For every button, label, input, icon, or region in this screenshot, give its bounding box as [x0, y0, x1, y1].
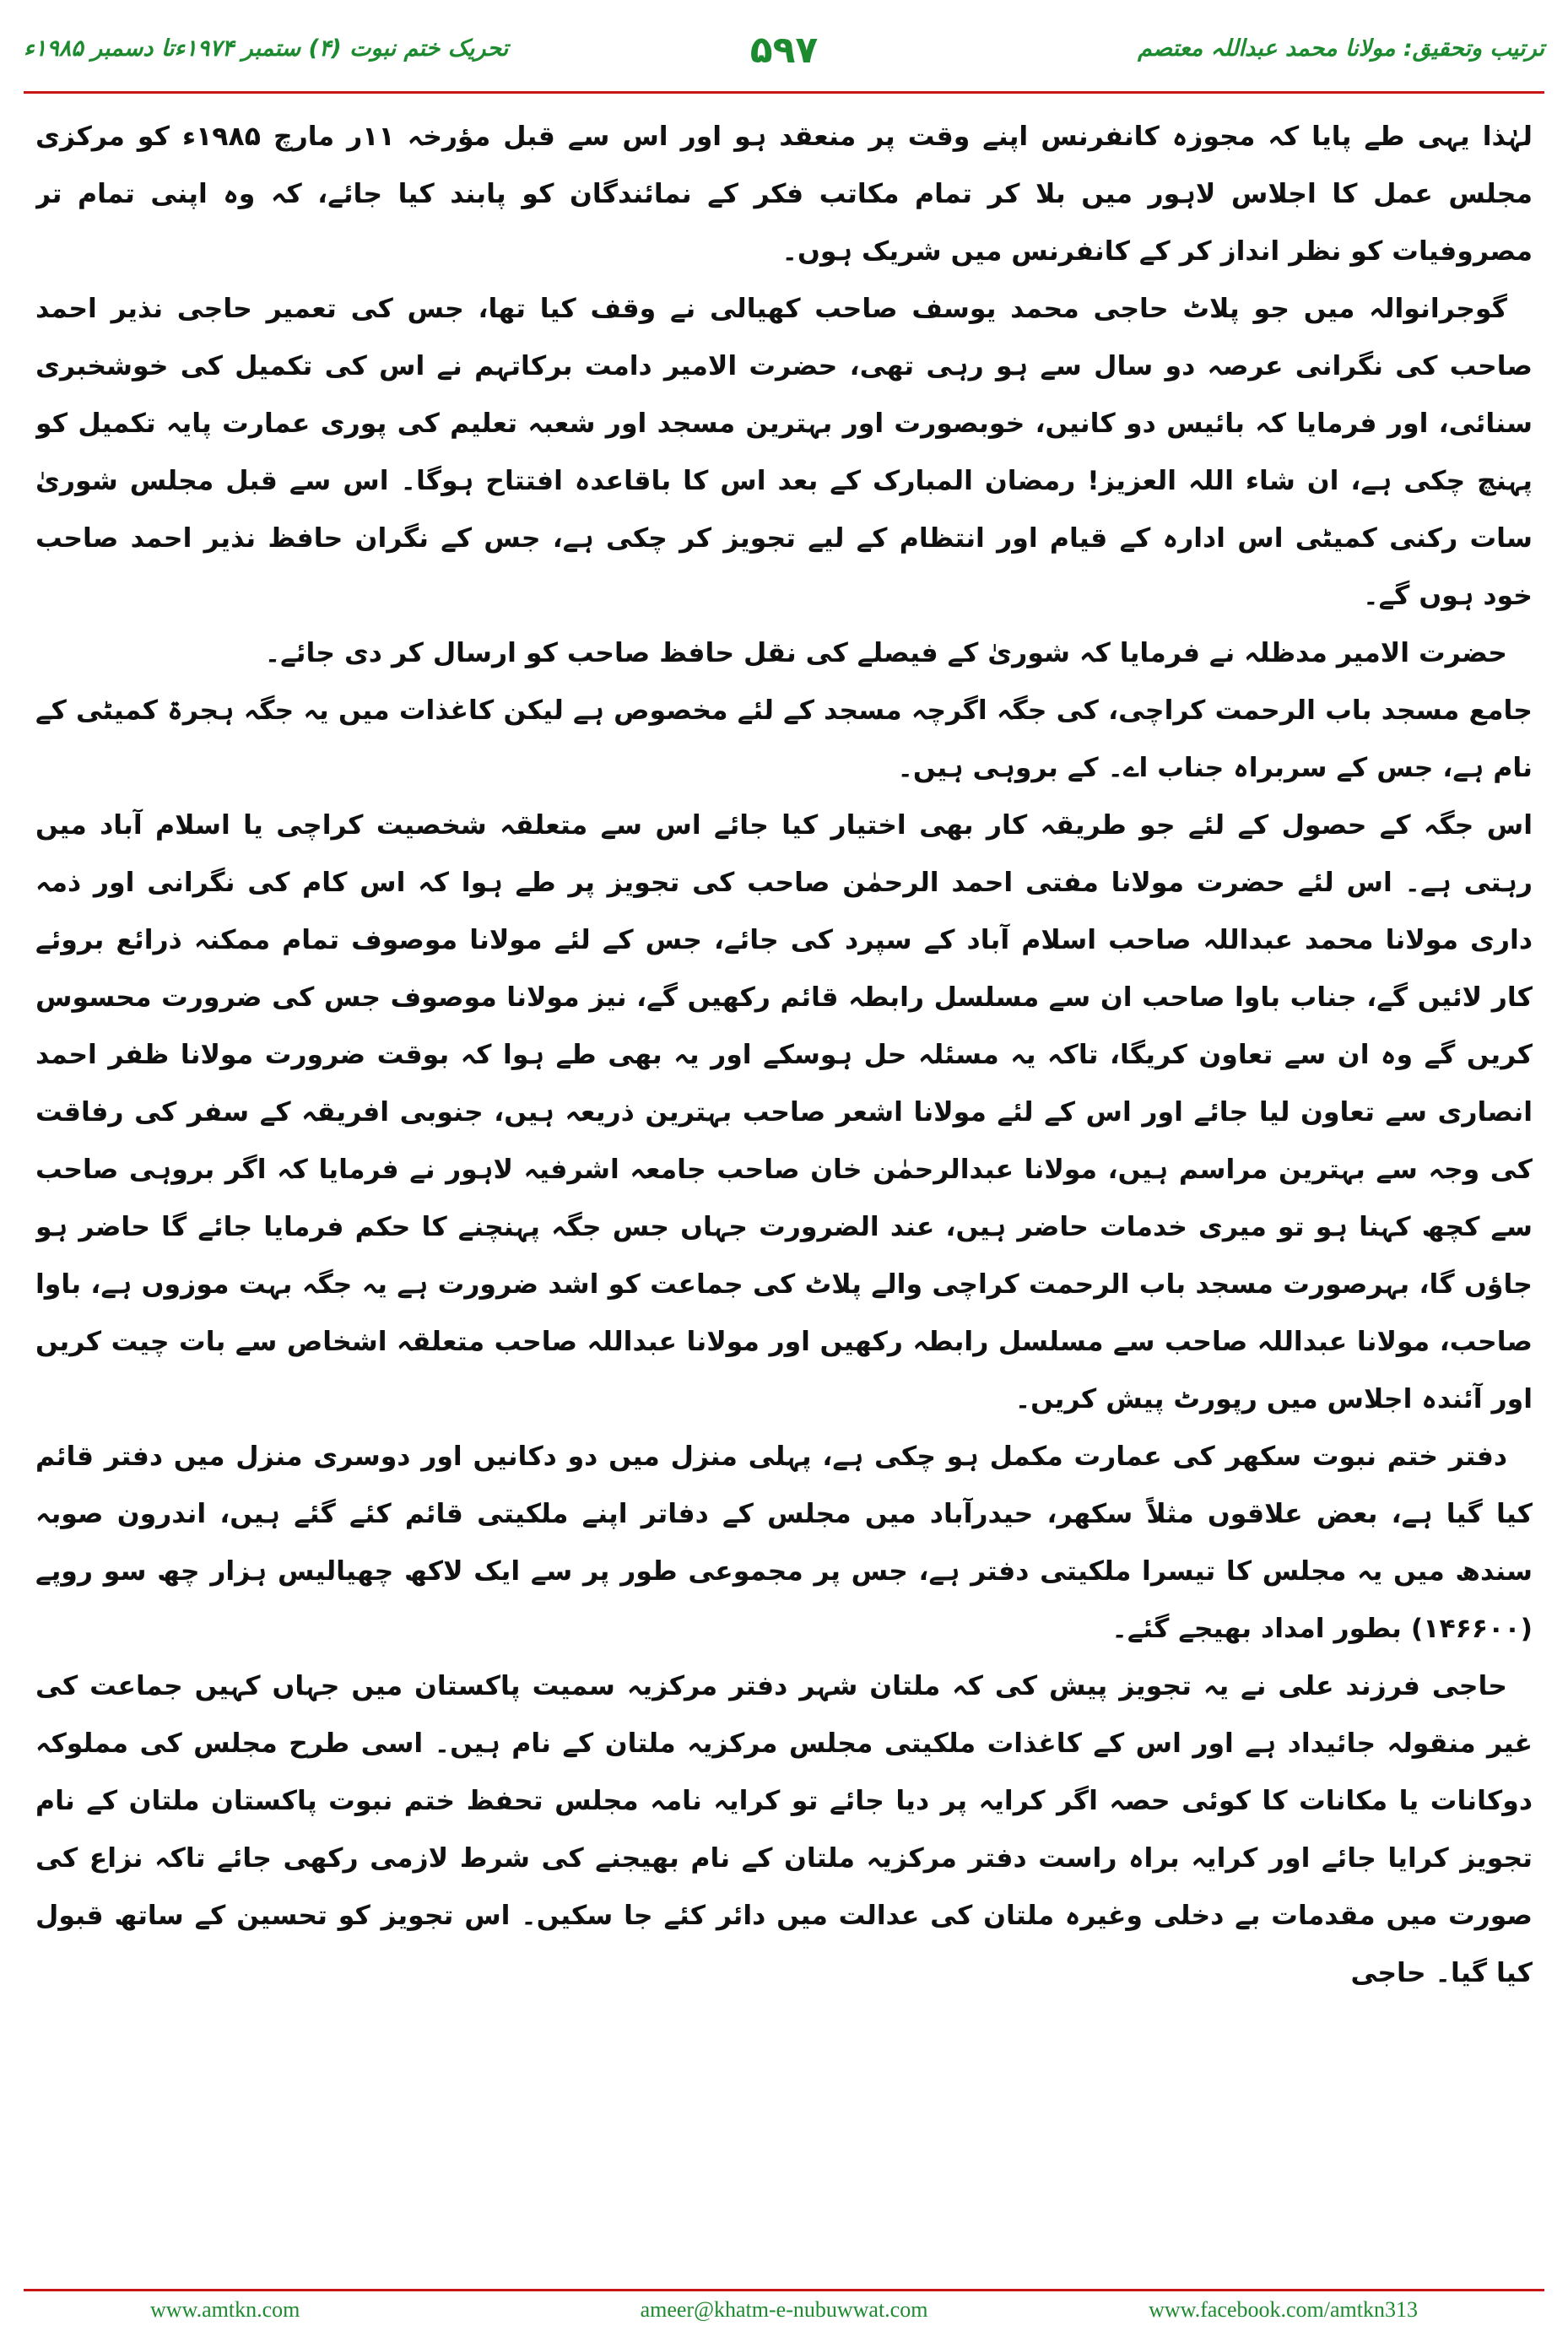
- paragraph: گوجرانوالہ میں جو پلاٹ حاجی محمد یوسف صاحب کھیالی نے وقف کیا تھا، جس کی تعمیر حاجی نذیر احمد صاحب کی نگرانی عرصہ دو سال سے ہو رہی تھی، حضرت الامیر دامت برکاتہم نے اس کی تکمیل کی خوشخبری سنائی، اور فرمایا کہ بائیس دو کانیں، خوبصورت اور بہترین مسجد اور شعبہ تعلیم کی پوری عمارت پایہ تکمیل کو پہنچ چکی ہے، ان شاء اللہ العزیز! رمضان المبارک کے بعد اس کا باقاعدہ افتتاح ہوگا۔ اس سے قبل مجلس شوریٰ سات رکنی کمیٹی اس ادارہ کے قیام اور انتظام کے لیے تجویز کر چکی ہے، جس کے نگران حافظ نذیر احمد صاحب خود ہوں گے۔: [35, 294, 1533, 611]
- website-link[interactable]: www.amtkn.com: [150, 2297, 300, 2322]
- paragraph: حضرت الامیر مدظلہ نے فرمایا کہ شوریٰ کے فیصلے کی نقل حافظ صاحب کو ارسال کر دی جائے۔: [264, 638, 1507, 668]
- header-divider: [24, 91, 1544, 94]
- page-body: [35, 108, 1533, 2256]
- paragraph: لہٰذا یہی طے پایا کہ مجوزہ کانفرنس اپنے وقت پر منعقد ہو اور اس سے قبل مؤرخہ ۱۱ر مارچ ۱۹۸۵ء کو مرکزی مجلس عمل کا اجلاس لاہور میں بلا کر تمام مکاتب فکر کے نمائندگان کو پابند کیا جائے، کہ وہ اپنی تمام تر مصروفیات کو نظر انداز کر کے کانفرنس میں شریک ہوں۔: [35, 122, 1533, 267]
- page-header: [24, 29, 1544, 88]
- paragraph: اس جگہ کے حصول کے لئے جو طریقہ کار بھی اختیار کیا جائے اس سے متعلقہ شخصیت کراچی یا اسلام آباد میں رہتی ہے۔ اس لئے حضرت مولانا مفتی احمد الرحمٰن صاحب کی تجویز پر طے ہوا کہ اس کام کی نگرانی اور ذمہ داری مولانا محمد عبداللہ صاحب اسلام آباد کے سپرد کی جائے، جس کے لئے مولانا موصوف تمام ممکنہ ذرائع بروئے کار لائیں گے، جناب باوا صاحب ان سے مسلسل رابطہ قائم رکھیں گے، نیز مولانا موصوف جس کی ضرورت محسوس کریں گے وہ ان سے تعاون کریگا، تاکہ یہ مسئلہ حل ہوسکے اور یہ بھی طے ہوا کہ بوقت ضرورت مولانا ظفر احمد انصاری سے تعاون لیا جائے اور اس کے لئے مولانا اشعر صاحب بہترین ذریعہ ہیں، جنوبی افریقہ کے سفر کی رفاقت کی وجہ سے بہترین مراسم ہیں، مولانا عبدالرحمٰن خان صاحب جامعہ اشرفیہ لاہور نے فرمایا کہ اگر بروہی صاحب سے کچھ کہنا ہو تو میری خدمات حاضر ہیں، عند الضرورت جہاں جس جگہ پہنچنے کا حکم فرمایا جائے گا حاضر ہو جاؤں گا، بہرصورت مسجد باب الرحمت کراچی والے پلاٹ کی جماعت کو اشد ضرورت ہے یہ جگہ بہت موزوں ہے، باوا صاحب، مولانا عبداللہ صاحب سے مسلسل رابطہ رکھیں اور مولانا عبداللہ صاحب متعلقہ اشخاص سے بات چیت کریں اور آئندہ اجلاس میں رپورٹ پیش کریں۔: [35, 810, 1533, 1414]
- book-title: تحریک ختم نبوت (۴) ستمبر ۱۹۷۴ءتا دسمبر ۱۹۸۵ء: [24, 35, 509, 62]
- paragraph: دفتر ختم نبوت سکھر کی عمارت مکمل ہو چکی ہے، پہلی منزل میں دو دکانیں اور دوسری منزل میں دفتر قائم کیا گیا ہے، بعض علاقوں مثلاً سکھر، حیدرآباد میں مجلس کے دفاتر اپنے ملکیتی قائم کئے گئے ہیں، اندرون صوبہ سندھ میں یہ مجلس کا تیسرا ملکیتی دفتر ہے، جس پر مجموعی طور پر سے ایک لاکھ چھیالیس ہزار چھ سو روپے (۱۴۶۶۰۰) بطور امداد بھیجے گئے۔: [35, 1441, 1533, 1644]
- footer-divider: [24, 2289, 1544, 2291]
- page-number: ۵۹۷: [749, 29, 819, 72]
- compiler-credit: ترتیب وتحقیق: مولانا محمد عبداللہ معتصم: [1138, 35, 1544, 62]
- email-link[interactable]: ameer@khatm-e-nubuwwat.com: [640, 2297, 928, 2322]
- page-footer: [24, 2297, 1544, 2331]
- paragraph: حاجی فرزند علی نے یہ تجویز پیش کی کہ ملتان شہر دفتر مرکزیہ سمیت پاکستان میں جہاں کہیں جماعت کی غیر منقولہ جائیداد ہے اور اس کے کاغذات ملکیتی مجلس مرکزیہ ملتان کے نام ہیں۔ اسی طرح مجلس کی مملوکہ دوکانات یا مکانات کا کوئی حصہ اگر کرایہ پر دیا جائے تو کرایہ نامہ مجلس تحفظ ختم نبوت پاکستان ملتان کے نام تجویز کرایا جائے اور کرایہ براہ راست دفتر مرکزیہ ملتان کے نام بھیجنے کی شرط لازمی رکھی جائے تاکہ نزاع کی صورت میں مقدمات بے دخلی وغیرہ ملتان کی عدالت میں دائر کئے جا سکیں۔ اس تجویز کو تحسین کے ساتھ قبول کیا گیا۔ حاجی: [35, 1671, 1533, 1988]
- paragraph: جامع مسجد باب الرحمت کراچی، کی جگہ اگرچہ مسجد کے لئے مخصوص ہے لیکن کاغذات میں یہ جگہ ہجرۃ کمیٹی کے نام ہے، جس کے سربراہ جناب اے۔ کے بروہی ہیں۔: [35, 695, 1533, 783]
- facebook-link[interactable]: www.facebook.com/amtkn313: [1149, 2297, 1418, 2322]
